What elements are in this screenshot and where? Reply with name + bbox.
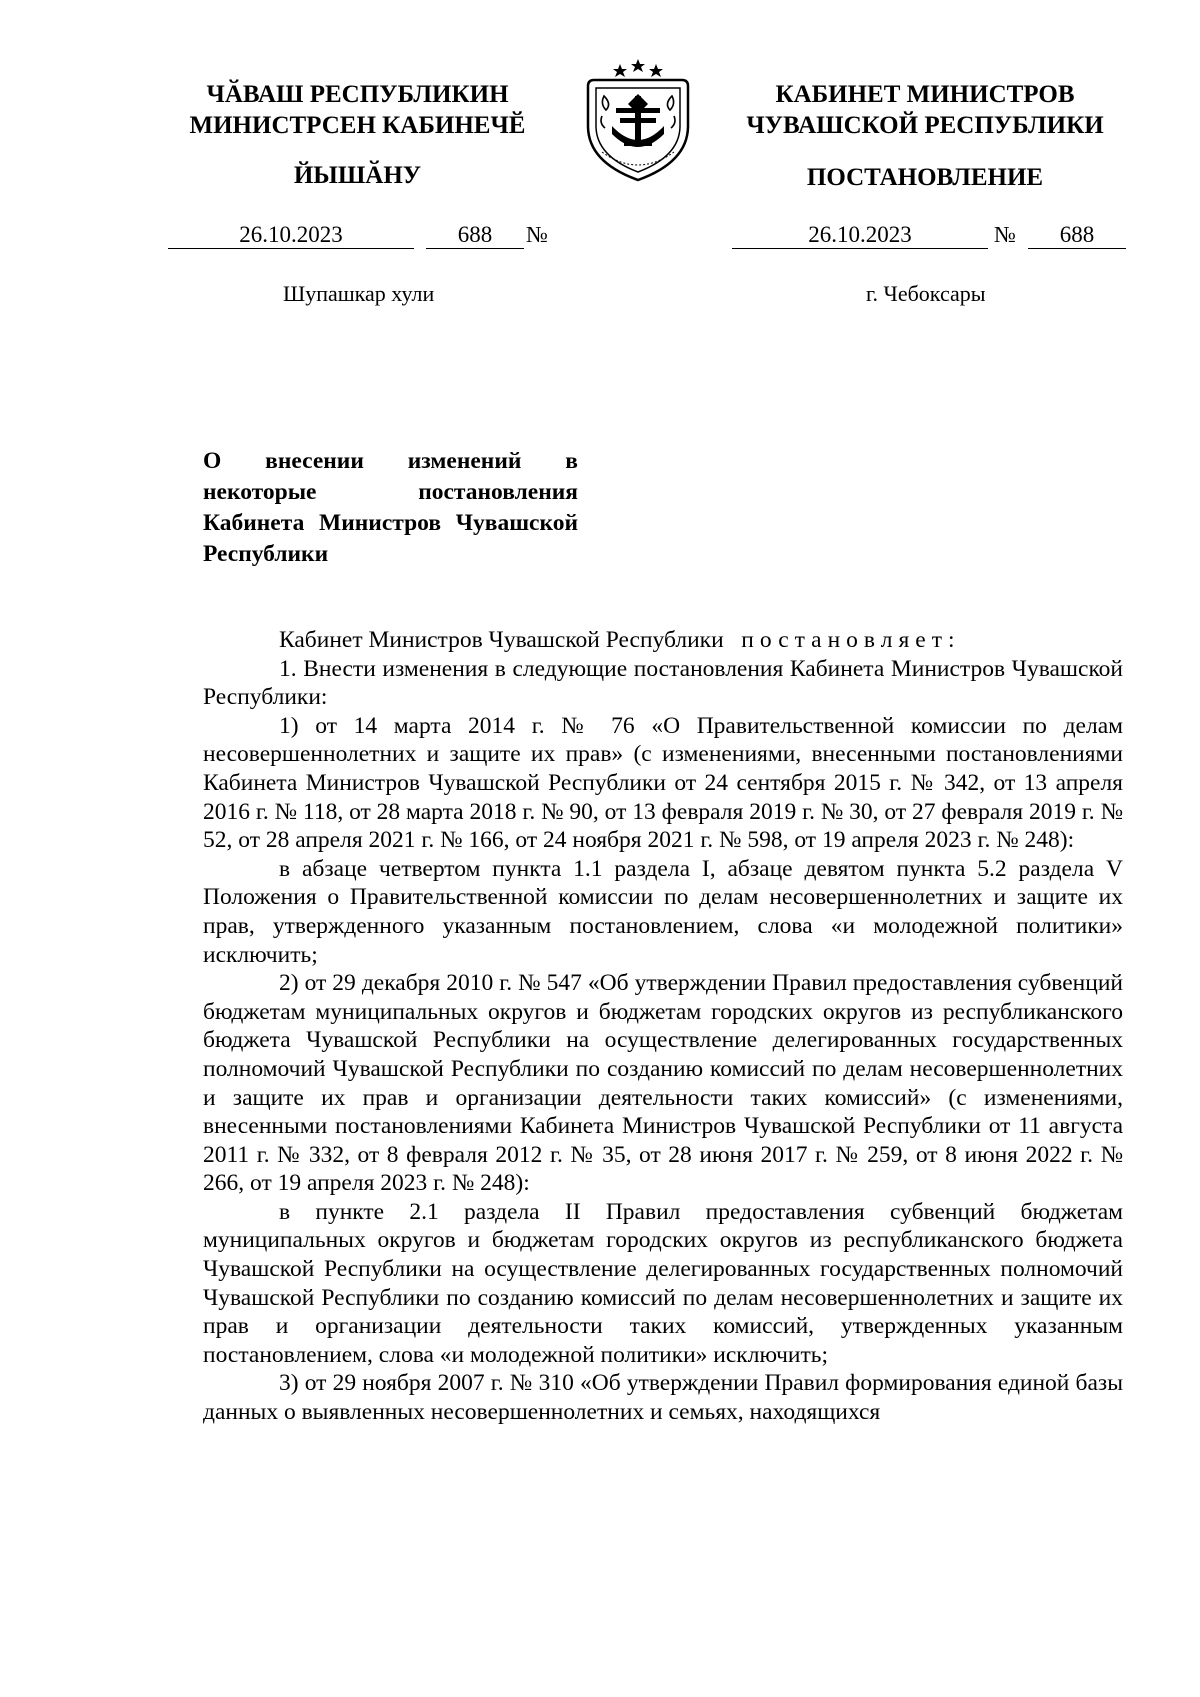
date-line-left bbox=[168, 222, 558, 252]
number-sign-right: № bbox=[994, 222, 1016, 247]
date-right: 26.10.2023 bbox=[732, 222, 988, 249]
number-left: 688 bbox=[426, 222, 524, 249]
number-sign-left: № bbox=[526, 222, 548, 247]
header-left-line2: МИНИСТРСЕН КАБИНЕЧӖ bbox=[189, 112, 526, 139]
paragraph-2: 1) от 14 марта 2014 г. № 76 «О Правительственной комиссии по делам несовершеннолетних и защите их прав» (с изменениями, внесенными постановлениями Кабинета Министров Чувашской Республики от 24 сентября 2015 г. № 342, от 13 апреля 2016 г. № 118, от 28 марта 2018 г. № 90, от 13 февраля 2019 г. № 30, от 27 февраля 2019 г. № 52, от 28 апреля 2021 г. № 166, от 24 ноября 2021 г. № 598, от 19 апреля 2023 г. № 248): bbox=[203, 712, 1123, 854]
doctype-left: ЙЫШӐНУ bbox=[293, 162, 422, 189]
date-left: 26.10.2023 bbox=[168, 222, 414, 249]
preamble-decides: постановляет: bbox=[741, 627, 961, 653]
preamble bbox=[203, 626, 1123, 655]
paragraph-5: в пункте 2.1 раздела II Правил предоставления субвенций бюджетам муниципальных округов и бюджетам городских округов из республиканского бюджета Чувашской Республики на осуществление делегированных государственных полномочий Чувашской Республики по созданию комиссий по делам несовершеннолетних и защите их прав и организации деятельности таких комиссий, утвержденных указанным постановлением, слова «и молодежной политики» исключить; bbox=[203, 1198, 1123, 1368]
header-right-line2: ЧУВАШСКОЙ РЕСПУБЛИКИ bbox=[746, 112, 1104, 139]
paragraph-4: 2) от 29 декабря 2010 г. № 547 «Об утверждении Правил предоставления субвенций бюджетам муниципальных округов и бюджетам городских округов из республиканского бюджета Чувашской Республики на осуществление делегированных государственных полномочий Чувашской Республики по созданию комиссий по делам несовершеннолетних и защите их прав и организации деятельности таких комиссий» (с изменениями, внесенными постановлениями Кабинета Министров Чувашской Республики от 11 августа 2011 г. № 332, от 8 февраля 2012 г. № 35, от 28 июня 2017 г. № 259, от 8 июня 2022 г. № 266, от 19 апреля 2023 г. № 248): bbox=[203, 970, 1123, 1197]
doctype-right: ПОСТАНОВЛЕНИЕ bbox=[806, 164, 1044, 191]
preamble-text: Кабинет Министров Чувашской Республики bbox=[279, 627, 724, 653]
header-right bbox=[720, 79, 1130, 141]
header-right-line1: КАБИНЕТ МИНИСТРОВ bbox=[775, 81, 1075, 108]
document-body bbox=[203, 626, 1123, 1427]
header-left bbox=[160, 79, 555, 141]
coat-of-arms-emblem bbox=[576, 56, 700, 184]
header-left-line1: ЧӐВАШ РЕСПУБЛИКИН bbox=[206, 81, 509, 108]
coat-of-arms-icon bbox=[576, 56, 700, 184]
place-left: Шупашкар хули bbox=[283, 281, 435, 306]
date-line-right bbox=[732, 222, 1132, 252]
number-right: 688 bbox=[1028, 222, 1126, 249]
document-title: О внесении изменений в некоторые постановления Кабинета Министров Чувашской Республики bbox=[203, 448, 578, 567]
paragraph-3: в абзаце четвертом пункта 1.1 раздела I, абзаце девятом пункта 5.2 раздела V Положения о Правительственной комиссии по делам несовершеннолетних и защите их прав, утвержденного указанным постановлением, слова «и молодежной политики» исключить; bbox=[203, 855, 1123, 968]
paragraph-1: 1. Внести изменения в следующие постановления Кабинета Министров Чувашской Республики: bbox=[203, 655, 1123, 711]
place-right: г. Чебоксары bbox=[866, 281, 986, 306]
paragraph-6: 3) от 29 ноября 2007 г. № 310 «Об утверждении Правил формирования единой базы данных о выявленных несовершеннолетних и семьях, находящихся bbox=[203, 1370, 1123, 1426]
